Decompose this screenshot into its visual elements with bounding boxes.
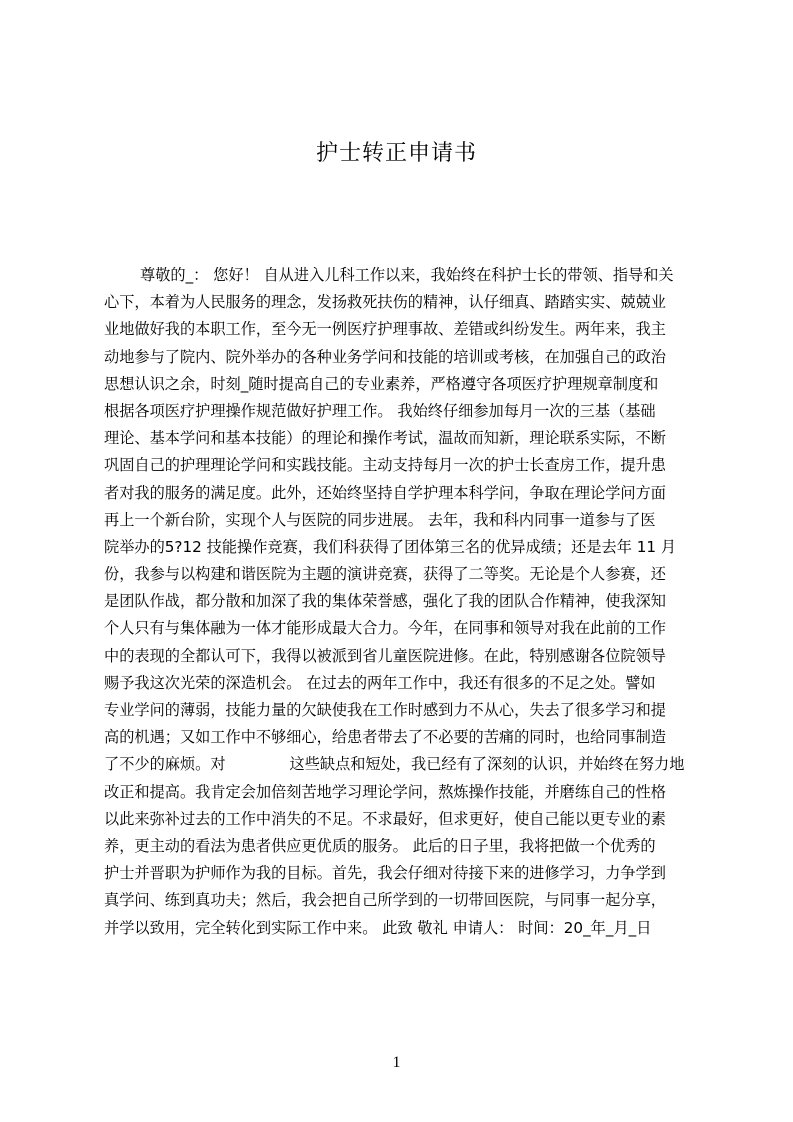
paragraph-line: 中的表现的全都认可下，我得以被派到省儿童医院进修。在此，特别感谢各位院领导: [104, 646, 666, 665]
paragraph-line: 个人只有与集体融为一体才能形成最大合力。今年，在同事和领导对我在此前的工作: [104, 619, 666, 638]
paragraph-line-split: [104, 751, 704, 778]
page-title: 护士转正申请书: [315, 141, 477, 166]
paragraph-line: 业地做好我的本职工作，至今无一例医疗护理事故、差错或纠纷发生。两年来，我主: [104, 320, 666, 339]
paragraph-line: 心下，本着为人民服务的理念，发扬救死扶伤的精神，认仔细真、踏踏实实、兢兢业: [104, 293, 666, 312]
line-part: 了不少的麻烦。对: [104, 755, 226, 774]
paragraph-line: 赐予我这次光荣的深造机会。 在过去的两年工作中，我还有很多的不足之处。譬如: [104, 673, 656, 692]
line-part: 这些缺点和短处，我已经有了深刻的认识，并始终在努力地: [289, 755, 685, 774]
paragraph-line: 巩固自己的护理理论学问和实践技能。主动支持每月一次的护士长查房工作，提升患: [104, 456, 666, 475]
paragraph-line: 院举办的5?12 技能操作竞赛，我们科获得了团体第三名的优异成绩；还是去年 11 月: [104, 537, 677, 556]
paragraph-line: 以此来弥补过去的工作中消失的不足。不求最好，但求更好，使自己能以更专业的素: [104, 809, 666, 828]
paragraph-line: 高的机遇；又如工作中不够细心，给患者带去了不必要的苦痛的同时，也给同事制造: [104, 728, 666, 747]
paragraph-line: 思想认识之余，时刻_随时提高自己的专业素养，严格遵守各项医疗护理规章制度和: [104, 374, 659, 393]
paragraph-line: 并学以致用，完全转化到实际工作中来。 此致 敬礼 申请人： 时间：20_年_月_日: [104, 918, 652, 937]
paragraph-line: 动地参与了院内、院外举办的各种业务学问和技能的培训或考核，在加强自己的政治: [104, 347, 666, 366]
application-body: [104, 262, 704, 942]
paragraph-line: 尊敬的_： 您好！ 自从进入儿科工作以来，我始终在科护士长的带领、指导和关: [140, 266, 674, 284]
page-number: 1: [392, 1054, 401, 1071]
paragraph-line: 是团队作战，都分散和加深了我的集体荣誉感，强化了我的团队合作精神，使我深知: [104, 592, 666, 611]
paragraph-line: 者对我的服务的满足度。此外，还始终坚持自学护理本科学问，争取在理论学问方面: [104, 483, 666, 502]
paragraph-line: 改正和提高。我肯定会加倍刻苦地学习理论学问，熬炼操作技能，并磨练自己的性格: [104, 782, 666, 801]
paragraph-line: 再上一个新台阶，实现个人与医院的同步进展。 去年，我和科内同事一道参与了医: [104, 510, 656, 529]
paragraph-line: 养，更主动的看法为患者供应更优质的服务。 此后的日子里，我将把做一个优秀的: [104, 836, 656, 855]
paragraph-line: 份，我参与以构建和谐医院为主题的演讲竞赛，获得了二等奖。无论是个人参赛，还: [104, 565, 666, 584]
paragraph-line: 理论、基本学问和基本技能）的理论和操作考试，温故而知新，理论联系实际，不断: [104, 429, 666, 448]
paragraph-line: 真学问、练到真功夫；然后，我会把自己所学到的一切带回医院，与同事一起分享，: [104, 891, 666, 910]
paragraph-line: 护士并晋职为护师作为我的目标。首先，我会仔细对待接下来的进修学习，力争学到: [104, 864, 666, 883]
paragraph-line: 根据各项医疗护理操作规范做好护理工作。 我始终仔细参加每月一次的三基（基础: [104, 401, 656, 420]
paragraph-line: 专业学问的薄弱，技能力量的欠缺使我在工作时感到力不从心，失去了很多学习和提: [104, 701, 666, 719]
